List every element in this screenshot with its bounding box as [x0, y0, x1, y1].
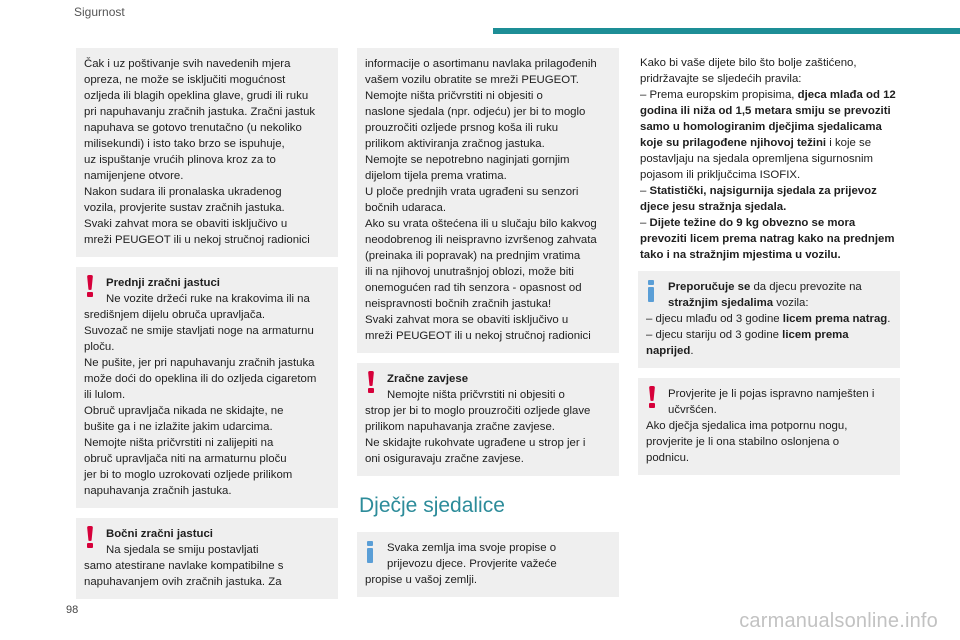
- text: .: [887, 313, 891, 325]
- paragraph-line: napuhavanja zračnih jastuka.: [84, 485, 232, 497]
- rule-text: –: [640, 185, 650, 197]
- paragraph-line: Nemojte se nepotrebno naginjati gornjim: [365, 154, 570, 166]
- text: – djecu mlađu od 3 godine: [646, 313, 783, 325]
- paragraph-line: napuhavanjem ovih zračnih jastuka. Za: [84, 576, 282, 588]
- paragraph-line: onemogućen rad tih senzora - opasnost od: [365, 282, 582, 294]
- paragraph-line: Kako bi vaše dijete bilo što bolje zaštićeno,: [640, 57, 857, 69]
- paragraph-line: ozljeda ili blagih opeklina glave, grudi ili ruku: [84, 90, 309, 102]
- section-title: Sigurnost: [74, 5, 125, 19]
- rule-text: –: [640, 217, 650, 229]
- paragraph-line: može doći do opeklina ili do ozljeda cigaretom: [84, 373, 317, 385]
- paragraph-line: (preinaka ili popravak) na prednjim vratima: [365, 250, 581, 262]
- text: – djecu stariju od 3 godine: [646, 329, 783, 341]
- paragraph-line: neispravnosti bočnih zračnih jastuka!: [365, 298, 552, 310]
- paragraph-line: [646, 295, 892, 311]
- paragraph-line: mreži PEUGEOT ili u nekoj stručnoj radionici: [365, 330, 591, 342]
- chapter-title: Dječje sjedalice: [359, 494, 505, 517]
- warning-title: Bočni zračni jastuci: [106, 528, 213, 540]
- watermark: carmanualsonline.info: [739, 610, 938, 632]
- paragraph-line: Provjerite je li pojas ispravno namješten i: [668, 388, 875, 400]
- paragraph-line: Nemojte ništa pričvrstiti ni objesiti o: [387, 389, 565, 401]
- paragraph-line: ili lulom.: [84, 389, 126, 401]
- rule-text: i koje se postavljaju na sjedala opremljena sigurnosnim pojasom ili priključcima ISOFIX.: [640, 137, 874, 181]
- paragraph-line: strop jer bi to moglo prouzročiti ozljede glave: [365, 405, 591, 417]
- paragraph-line: neodobrenog ili neispravno izvršenog zahvata: [365, 234, 597, 246]
- rule-item: [640, 183, 898, 215]
- paragraph-line: oni osiguravaju zračne zavjese.: [365, 453, 524, 465]
- header-accent-bar: [493, 28, 960, 34]
- text: vozila:: [773, 297, 809, 309]
- bold-text: stražnjim sjedalima: [668, 297, 774, 309]
- airbag-general-box: [76, 48, 338, 257]
- paragraph-line: Ne pušite, jer pri napuhavanju zračnih jastuka: [84, 357, 315, 369]
- child-safety-rules: [638, 55, 900, 263]
- paragraph-line: prilikom aktiviranja zračnog jastuka.: [365, 138, 545, 150]
- seatbelt-warning-box: [638, 378, 900, 475]
- paragraph-line: napuhava se gotovo trenutačno (u nekoliko: [84, 122, 302, 134]
- info-icon: [647, 280, 655, 302]
- paragraph-line: Svaki zahvat mora se obaviti isključivo u: [84, 218, 288, 230]
- paragraph-line: Ne vozite držeći ruke na krakovima ili na: [106, 293, 310, 305]
- warning-exclamation-icon: [647, 386, 657, 408]
- rule-item: [640, 87, 898, 183]
- paragraph-line: središnjem dijelu obruča upravljača.: [84, 309, 266, 321]
- paragraph-line: Svaki zahvat mora se obaviti isključivo u: [365, 314, 569, 326]
- paragraph-line: informacije o asortimanu navlaka prilagođenih: [365, 58, 597, 70]
- paragraph-line: samo atestirane navlake kompatibilne s: [84, 560, 284, 572]
- paragraph-line: prouzročiti ozljede prsnog koša ili ruku: [365, 122, 559, 134]
- paragraph-line: Suvozač ne smije stavljati noge na armaturnu: [84, 325, 314, 337]
- paragraph-line: ili na njihovoj unutrašnjoj oblozi, može biti: [365, 266, 574, 278]
- column-3: [638, 55, 900, 485]
- paragraph-line: bušite ga i ne izlažite jakim udarcima.: [84, 421, 273, 433]
- paragraph-line: prilikom napuhavanja zračne zavjese.: [365, 421, 555, 433]
- column-1: [76, 48, 338, 609]
- bold-text: licem prema naprijed: [646, 329, 849, 357]
- side-airbags-warning-box: [76, 518, 338, 599]
- paragraph-line: Svaka zemlja ima svoje propise o: [387, 542, 557, 554]
- paragraph-line: pridržavajte se sljedećih pravila:: [640, 73, 802, 85]
- warning-exclamation-icon: [85, 526, 95, 548]
- info-icon: [366, 541, 374, 563]
- list-item: [646, 327, 892, 359]
- side-airbags-continued-box: [357, 48, 619, 353]
- paragraph-line: opreza, ne može se isključiti mogućnost: [84, 74, 286, 86]
- page-number: 98: [66, 604, 79, 616]
- paragraph-line: vozila, provjerite sustav zračnih jastuka.: [84, 202, 285, 214]
- paragraph-line: podnicu.: [646, 452, 690, 464]
- paragraph-line: prijevozu djece. Provjerite važeće: [387, 558, 557, 570]
- paragraph-line: Ako su vrata oštećena ili u slučaju bilo kakvog: [365, 218, 597, 230]
- paragraph-line: [646, 279, 892, 295]
- paragraph-line: učvršćen.: [668, 404, 717, 416]
- paragraph-line: namijenjene otvore.: [84, 170, 184, 182]
- paragraph-line: provjerite je li ona stabilno oslonjena o: [646, 436, 840, 448]
- paragraph-line: pri napuhavanju zračnih jastuka. Zračni jastuk: [84, 106, 316, 118]
- list-item: [646, 311, 892, 327]
- paragraph-line: U ploče prednjih vrata ugrađeni su senzori: [365, 186, 579, 198]
- rule-item: [640, 215, 898, 263]
- paragraph-line: naslone sjedala (npr. odjeću) jer bi to moglo: [365, 106, 586, 118]
- warning-title: Zračne zavjese: [387, 373, 469, 385]
- paragraph-line: Nakon sudara ili pronalaska ukradenog: [84, 186, 282, 198]
- paragraph-line: jer bi to moglo uzrokovati ozljede prilikom: [84, 469, 293, 481]
- rule-text: – Prema europskim propisima,: [640, 89, 798, 101]
- paragraph-line: Ne skidajte rukohvate ugrađene u strop jer i: [365, 437, 586, 449]
- paragraph-line: Na sjedala se smiju postavljati: [106, 544, 259, 556]
- paragraph-line: Nemojte ništa pričvrstiti ni zalijepiti na: [84, 437, 274, 449]
- paragraph-line: ploču.: [84, 341, 115, 353]
- paragraph-line: propise u vašoj zemlji.: [365, 574, 478, 586]
- paragraph-line: Čak i uz poštivanje svih navedenih mjera: [84, 58, 291, 70]
- paragraph-line: vašem vozilu obratite se mreži PEUGEOT.: [365, 74, 579, 86]
- paragraph-line: bočnih udaraca.: [365, 202, 447, 214]
- warning-exclamation-icon: [85, 275, 95, 297]
- paragraph-line: uz ispuštanje vrućih plinova kroz za to: [84, 154, 276, 166]
- warning-title: Prednji zračni jastuci: [106, 277, 220, 289]
- paragraph-line: Nemojte ništa pričvrstiti ni objesiti o: [365, 90, 543, 102]
- rule-bold-text: Dijete težine do 9 kg obvezno se mora prevoziti licem prema natrag kako na prednjem tako i na stražnjim mjestima u vozilu.: [640, 217, 895, 261]
- paragraph-line: milisekundi) i isto tako brzo se ispuhuje,: [84, 138, 285, 150]
- paragraph-line: obruč upravljača niti na armaturnu ploču: [84, 453, 287, 465]
- text: .: [690, 345, 694, 357]
- column-2: [357, 48, 619, 607]
- front-airbags-warning-box: [76, 267, 338, 508]
- rule-bold-text: djeca mlađa od 12 godina ili niža od 1,5 metara smiju se prevoziti samo u homologiranim dječjima sjedalicama koje su prilagođene njihovoj težini: [640, 89, 896, 149]
- paragraph-line: dijelom tijela prema vratima.: [365, 170, 507, 182]
- rule-bold-text: Statistički, najsigurnija sjedala za prijevoz djece jesu stražnja sjedala.: [640, 185, 877, 213]
- warning-exclamation-icon: [366, 371, 376, 393]
- recommendation-info-box: [638, 271, 900, 368]
- paragraph-line: Obruč upravljača nikada ne skidajte, ne: [84, 405, 284, 417]
- paragraph-line: Ako dječja sjedalica ima potpornu nogu,: [646, 420, 848, 432]
- country-rules-info-box: [357, 532, 619, 597]
- curtain-airbags-warning-box: [357, 363, 619, 476]
- bold-text: licem prema natrag: [782, 313, 888, 325]
- bold-text: Preporučuje se: [668, 281, 751, 293]
- paragraph-line: mreži PEUGEOT ili u nekoj stručnoj radionici: [84, 234, 310, 246]
- text: da djecu prevozite na: [750, 281, 862, 293]
